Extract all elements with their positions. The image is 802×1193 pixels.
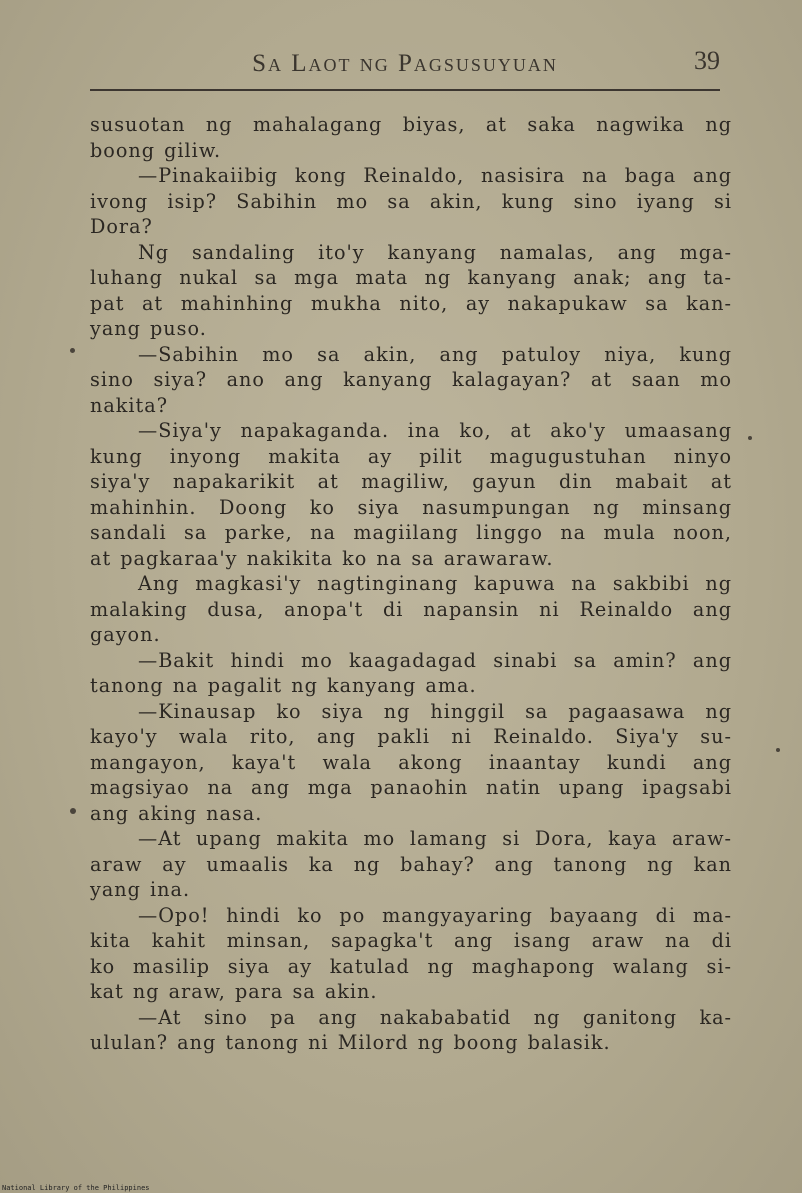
text-line: Ang magkasi'y nagtinginang kapuwa na sakbibi ng — [138, 572, 732, 595]
text-line: yang ina. — [90, 878, 191, 901]
text-line: kung inyong makita ay pilit magugustuhan ninyo — [90, 444, 732, 468]
text-line: —Bakit hindi mo kaagadagad sinabi sa amin? ang — [138, 648, 732, 672]
text-line: —At sino pa ang nakababatid ng ganitong ka- — [138, 1005, 732, 1029]
header-rule — [90, 89, 720, 91]
text-line: mahinhin. Doong ko siya nasumpungan ng minsang — [90, 495, 732, 519]
text-line: ko masilip siya ay katulad ng maghapong walang si- — [90, 954, 732, 978]
text-line: —Kinausap ko siya ng hinggil sa pagaasawa ng — [138, 699, 732, 723]
text-line: —Opo! hindi ko po mangyayaring bayaang di ma- — [138, 903, 732, 927]
text-line: mangayon, kaya't wala akong inaantay kundi ang — [90, 750, 732, 774]
library-credit: National Library of the Philippines — [2, 1184, 150, 1192]
running-title: Sa Laot ng Pagsusuyuan — [252, 50, 558, 77]
text-line: pat at mahinhing mukha nito, ay nakapukaw sa kan- — [90, 291, 732, 315]
ink-speck — [748, 436, 752, 440]
text-line: boong giliw. — [90, 138, 222, 162]
text-line: Ng sandaling ito'y kanyang namalas, ang mga- — [138, 240, 732, 264]
text-line: nakita? — [90, 393, 168, 417]
text-line: sandali sa parke, na magiilang linggo na mula noon, — [90, 521, 732, 544]
text-line: —Pinakaiibig kong Reinaldo, nasisira na baga ang — [138, 164, 732, 187]
text-line: luhang nukal sa mga mata ng kanyang anak; ang ta- — [90, 266, 732, 289]
text-line: magsiyao na ang mga panaohin natin upang ipagsabi — [90, 776, 732, 799]
text-line: ululan? ang tanong ni Milord ng boong balasik. — [90, 1031, 611, 1054]
text-line: —Sabihin mo sa akin, ang patuloy niya, kung — [138, 342, 732, 366]
text-line: susuotan ng mahalagang biyas, at saka nagwika ng — [90, 113, 732, 136]
text-line: malaking dusa, anopa't di napansin ni Reinaldo ang — [90, 597, 732, 621]
text-line: gayon. — [90, 623, 161, 646]
text-line: araw ay umaalis ka ng bahay? ang tanong ng kan — [90, 852, 732, 876]
text-line: yang puso. — [90, 317, 207, 340]
body-text — [90, 112, 732, 1056]
ink-speck — [70, 348, 75, 353]
text-line: at pagkaraa'y nakikita ko na sa arawaraw. — [90, 546, 554, 570]
text-line: kat ng araw, para sa akin. — [90, 980, 378, 1003]
page-number: 39 — [694, 46, 720, 75]
text-line: kayo'y wala rito, ang pakli ni Reinaldo. Siya'y su- — [90, 725, 732, 748]
text-line: —Siya'y napakaganda. ina ko, at ako'y umaasang — [138, 419, 732, 442]
page-header — [90, 46, 720, 88]
ink-speck — [70, 808, 76, 814]
text-line: —At upang makita mo lamang si Dora, kaya araw- — [138, 827, 732, 850]
text-line: ang aking nasa. — [90, 801, 263, 825]
ink-speck — [776, 748, 780, 752]
text-line: ivong isip? Sabihin mo sa akin, kung sino iyang si — [90, 189, 732, 213]
text-line: Dora? — [90, 215, 153, 238]
text-line: tanong na pagalit ng kanyang ama. — [90, 674, 477, 697]
text-line: kita kahit minsan, sapagka't ang isang araw na di — [90, 929, 732, 952]
text-line: sino siya? ano ang kanyang kalagayan? at saan mo — [90, 368, 732, 391]
text-line: siya'y napakarikit at magiliw, gayun din mabait at — [90, 470, 732, 493]
